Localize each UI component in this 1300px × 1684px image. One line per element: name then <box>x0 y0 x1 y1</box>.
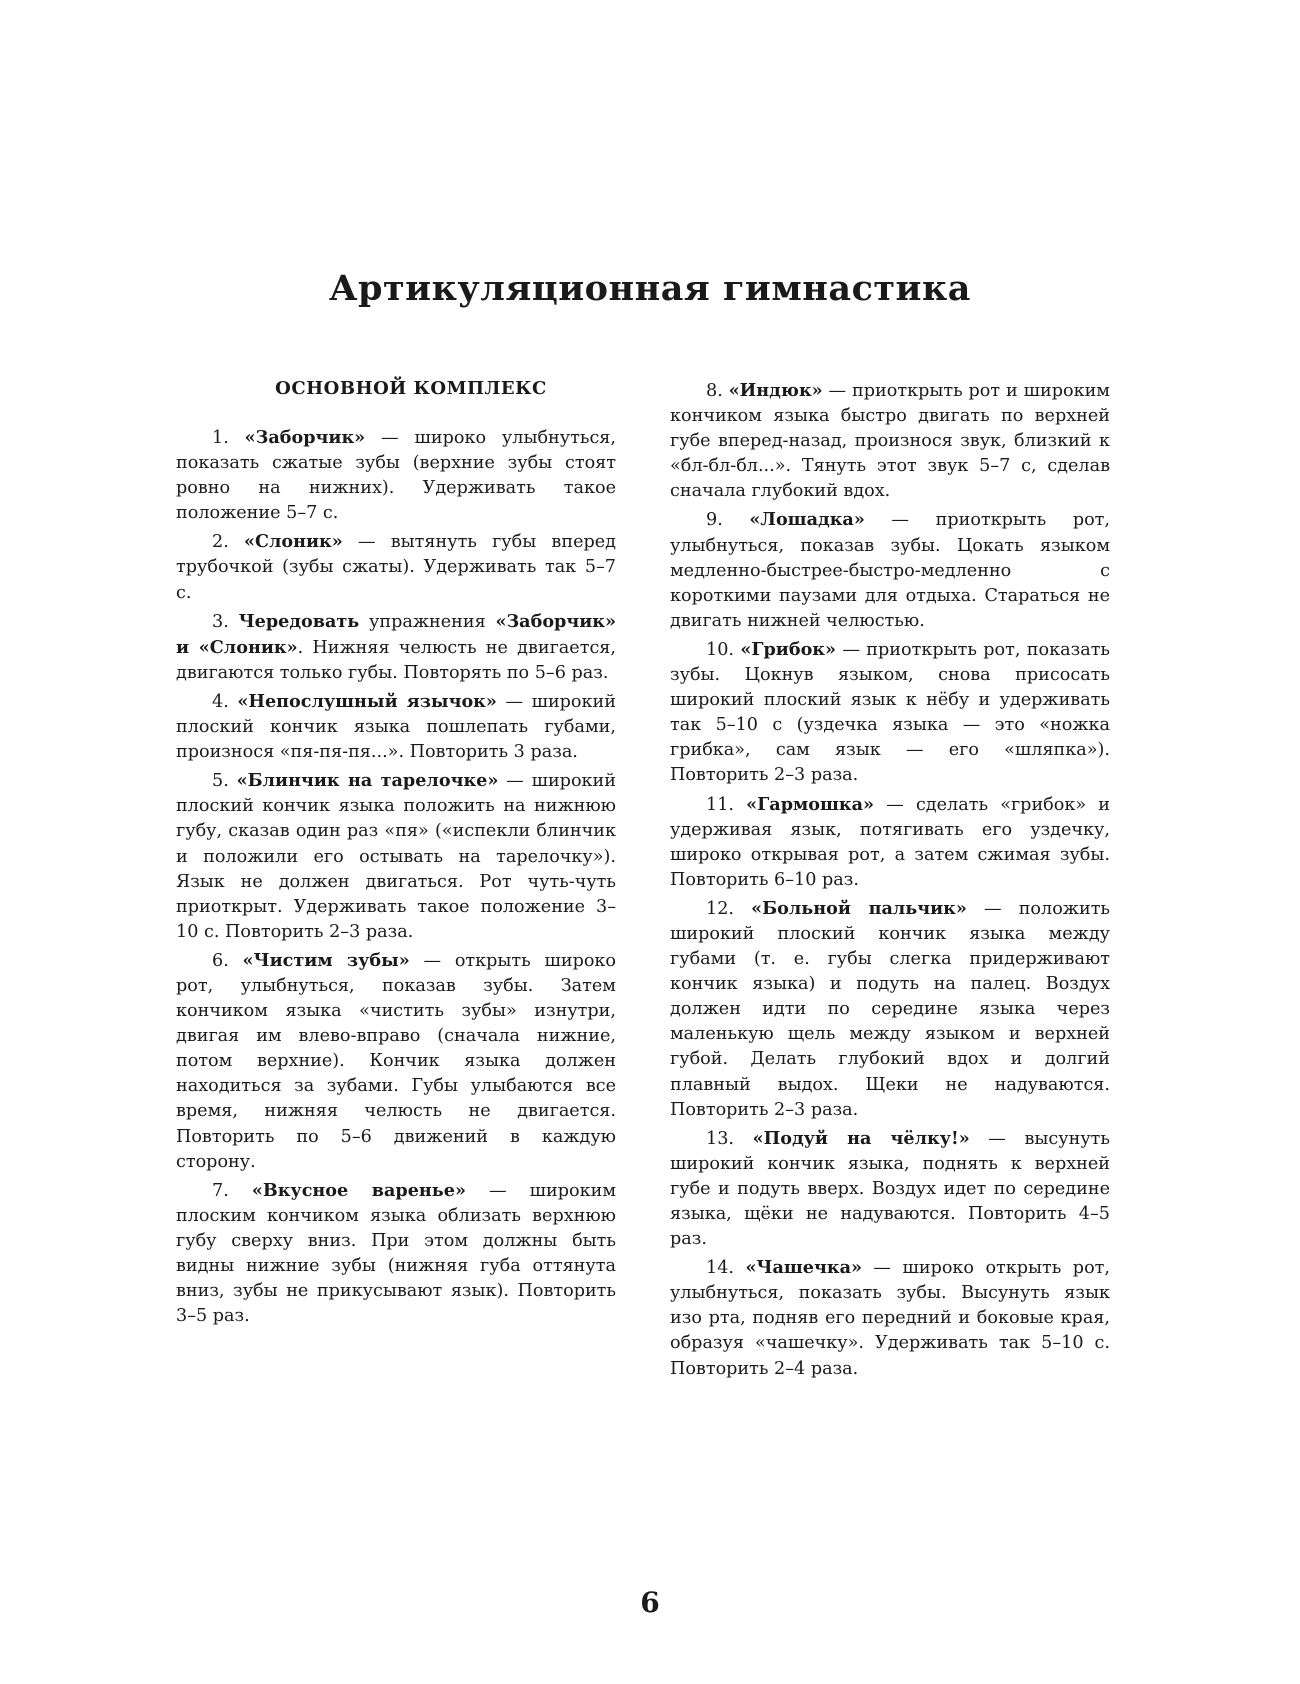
page-title: Артикуляционная гимнастика <box>329 268 971 309</box>
exercise-item: 9. «Лошадка» — приоткрыть рот, улыбнуться, показав зубы. Цокать языком медленно-быстрее-быстро-медленно с короткими паузами для отдыха. Стараться не двигать нижней челюстью. <box>670 509 1110 631</box>
exercise-item: 11. «Гармошка» — сделать «грибок» и удерживая язык, потягивать его уздечку, широко открывая рот, а затем сжимая зубы. Повторить 6–10 раз. <box>670 793 1111 890</box>
section-title: ОСНОВНОЙ КОМПЛЕКС <box>275 378 547 399</box>
exercise-item: 5. «Блинчик на тарелочке» — широкий плоский кончик языка положить на нижнюю губу, сказав один раз «пя» («испекли блинчик и положили его остывать на тарелочку»). Язык не должен двигаться. Рот чуть-чуть приоткрыт. Удерживать такое положение 3–10 с. Повторить 2–3 раза. <box>176 770 616 942</box>
exercise-item: 4. «Непослушный язычок» — широкий плоский кончик языка пошлепать губами, произнося «пя-пя-пя...». Повторить 3 раза. <box>176 690 616 763</box>
exercise-item: 13. «Подуй на чёлку!» — высунуть широкий кончик языка, поднять к верхней губе и подуть вверх. Воздух идет по середине языка, щёки не надуваются. Повторить 4–5 раз. <box>670 1127 1110 1250</box>
exercise-item: 1. «Заборчик» — широко улыбнуться, показать сжатые зубы (верхние зубы стоят ровно на нижних). Удерживать такое положение 5–7 с. <box>176 427 616 524</box>
exercise-item: 10. «Грибок» — приоткрыть рот, показать зубы. Цокнув языком, снова присосать широкий плоский язык к нёбу и удерживать так 5–10 с (уздечка языка — это «ножка грибка», сам язык — его «шляпка»). Повторить 2–3 раза. <box>670 638 1110 786</box>
exercise-item: 3. Чередовать упражнения «Заборчик» и «Слоник». Нижняя челюсть не двигается, двигаются только губы. Повторять по 5–6 раз. <box>176 610 616 683</box>
exercise-item: 7. «Вкусное варенье» — широким плоским кончиком языка облизать верхнюю губу сверху вниз. При этом должны быть видны нижние зубы (нижняя губа оттянута вниз, зубы не прикусывают язык). Повторить 3–5 раз. <box>176 1179 616 1327</box>
page-number: 6 <box>640 1586 660 1619</box>
right-column <box>670 378 1110 1385</box>
left-column <box>176 378 616 1332</box>
exercise-item: 6. «Чистим зубы» — открыть широко рот, улыбнуться, показав зубы. Затем кончиком языка «чистить зубы» изнутри, двигая им влево-вправо (сначала нижние, потом верхние). Кончик языка должен находиться за зубами. Губы улыбаются все время, нижняя челюсть не двигается. Повторить по 5–6 движений в каждую сторону. <box>176 949 617 1172</box>
exercise-item: 14. «Чашечка» — широко открыть рот, улыбнуться, показать зубы. Высунуть язык изо рта, подняв его передний и боковые края, образуя «чашечку». Удерживать так 5–10 с. Повторить 2–4 раза. <box>670 1257 1110 1379</box>
exercise-item: 12. «Больной пальчик» — положить широкий плоский кончик языка между губами (т. е. губы слегка придерживают кончик языка) и подуть на палец. Воздух должен идти по середине языка через маленькую щель между языком и верхней губой. Делать глубокий вдох и долгий плавный выдох. Щеки не надуваются. Повторить 2–3 раза. <box>670 897 1111 1120</box>
exercise-item: 8. «Индюк» — приоткрыть рот и широким кончиком языка быстро двигать по верхней губе вперед-назад, произнося звук, близкий к «бл-бл-бл...». Тянуть этот звук 5–7 с, сделав сначала глубокий вдох. <box>670 380 1110 502</box>
exercise-item: 2. «Слоник» — вытянуть губы вперед трубочкой (зубы сжаты). Удерживать так 5–7 с. <box>176 531 616 603</box>
